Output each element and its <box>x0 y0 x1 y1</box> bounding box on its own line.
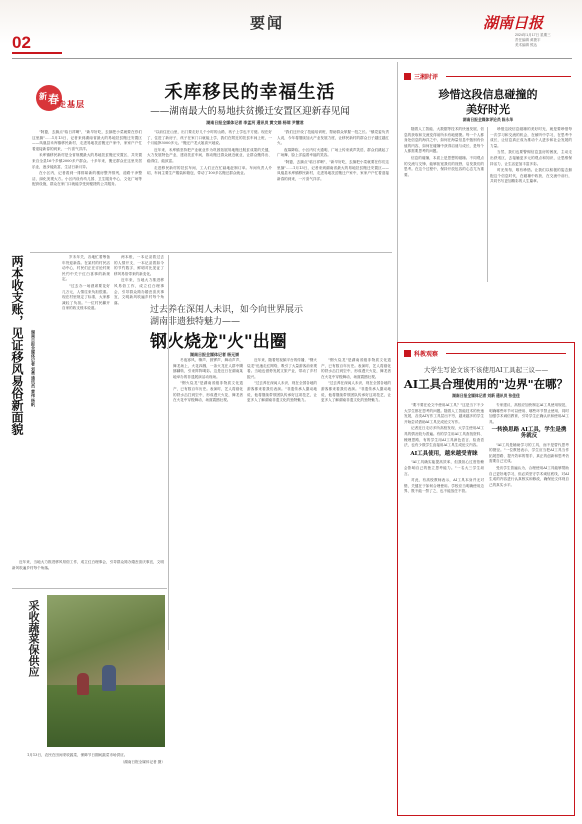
header-art-editor: 美术编辑 熊达 <box>515 43 537 47</box>
vertical-body-col2 <box>114 255 164 585</box>
vertical-paragraph: 近年来，当地大力推进移风易俗工作，成立红白理事会，引导群众简办婚丧喜庆事宜，文明新风吹遍乡村每个角落。 <box>12 560 164 570</box>
photo-field <box>47 685 165 747</box>
header-date: 2024年1月17日 星期三 <box>515 33 551 37</box>
vertical-paragraph: 近年来，当地大力推进移风易俗工作，成立红白理事会，引导群众简办婚丧喜庆事宜，文明新风吹遍乡村每个角落。 <box>114 278 164 305</box>
commentary-tag-rule <box>446 76 571 77</box>
science-title: AI工具合理使用的"边界"在哪？ <box>403 377 569 391</box>
feature-subtitle: ——湖南最大的易地扶贫搬迁安置区迎新春见闻 <box>150 106 350 117</box>
commentary-column-name: 三湘时评 <box>414 75 439 81</box>
story2-paragraph: 冬夜寒风，嘶声，鼓锣声，舞动声声，舞龙场上，火花四溅，一条火龙在人群中腾挪翻转，引来阵阵喝彩。这是近日在湖南某地举办的非遗展演活动现场。 <box>173 358 243 379</box>
badge-char-3: 走 <box>58 99 66 109</box>
feature-paragraph: 禾库镇移民新村是全省规模最大的易地扶贫搬迁安置区，共安置来自全县16个乡镇2000多户群众。十多年来，搬迁群众在这里安居乐业，逐步能致富，生活日新月异。 <box>32 153 142 169</box>
feature-paragraph: 夜幕降临，小区内灯火通明，广场上传来欢声笑语，群众们跳起了广场舞，脸上洋溢着幸福的笑容。 <box>277 147 389 158</box>
badge-char-5: 层 <box>76 99 84 109</box>
header-meta <box>515 33 551 48</box>
commentary-divider <box>487 127 488 282</box>
vertical-paragraph: 两本账，一本记录着过去的人情开支，一本记录着如今的节约数字，鲜明对比见证了移风易俗带来的新变化。 <box>114 255 164 276</box>
photo-caption-box <box>20 753 165 783</box>
photo-news-title: 采收蔬菜保供应 <box>27 600 40 677</box>
story2-paragraph: "过去养在深闺人未识，现在全国各地的游客都来看我们表演。"非遗传承人激动地说，他将继续带领团队传承好这项技艺，让更多人了解湖南非遗文化的独特魅力。 <box>247 381 317 403</box>
photo-worker <box>77 673 89 695</box>
science-subhead: 一转换思路 AI工具，学生是携务就反 <box>491 427 567 439</box>
science-column-tag <box>404 349 564 358</box>
commentary-tag-icon <box>404 73 411 80</box>
commentary-paragraph: 时光匆匆，唯有珍惜。让我们以积极的姿态拥抱这个信息时代，在碰撞中收获，在交流中前行，共同书写更加精彩的人生篇章。 <box>490 168 572 184</box>
photo-credit: （湖南日报全媒体记者 摄） <box>120 759 165 764</box>
feature-body-col2 <box>147 130 272 248</box>
header-editor: 责任编辑 黄捷宇 <box>515 38 541 42</box>
vertical-paragraph: "过去办一场酒席要花好几万元，人情往来负担很重。现在村里规定了标准，大家都减轻了负担。"一位村民翻开自家的收支账本说道。 <box>62 283 110 311</box>
science-paragraph: 受访学生普遍认为，合理使用AI工具能够帮助自己更好地学习，但必须坚守学术诚信底线，对AI生成的内容进行认真核实和修改，确保论文体现自己的真实水平。 <box>489 465 569 487</box>
vertical-body-bottom <box>12 560 164 585</box>
commentary-col-right <box>490 127 572 282</box>
feature-paragraph: "我们还开设了技能培训班，帮助群众掌握一技之长。"镇党委负责人说，今年将继续加大产业发展力度，让移民新村的群众日子越过越红火。 <box>277 130 389 146</box>
story2-kicker-1: 过去养在深闺人未识，如今向世界展示 <box>150 305 304 315</box>
story2-col3 <box>321 358 391 648</box>
feature-paragraph: "阿婆，去摘点"临日祥啊"，"新早好吃，去摘把小菜就要在你们这里摘"......1月13日，记者来到湖南省最大的易地扶贫搬迁安置区——凤凰县禾库镇移民新村，走进易地扶贫搬迁户家中，家家户户忙着迎接新春的到来，一片喜气洋洋。 <box>277 159 389 181</box>
page-number: 02 <box>12 33 31 52</box>
commentary-title-2: 美好时光 <box>466 103 510 116</box>
feature-paragraph: "以前住在山里，出门要走好几个小时的山路，孩子上学也不方便。现在好了，住进了新房子，孩子在家门口就能上学，我们在附近的扶贫车间上班，一个月能挣3000多元。"搬迁户龙大姐高兴地说。 <box>147 130 272 146</box>
page-number-underline <box>12 52 62 54</box>
science-col-right <box>489 403 569 803</box>
science-kicker: 大学生写论文该不该使用AI工具起三议—— <box>423 366 549 374</box>
feature-title: 禾库移民的幸福生活 <box>164 82 336 103</box>
column-divider <box>168 255 169 650</box>
photo-worker <box>102 665 116 691</box>
section-title: 要闻 <box>250 14 285 32</box>
section-divider <box>30 252 392 253</box>
feature-paragraph: 在小区内，记者看到一排排崭新的楼房整齐排列，道路干净整洁，绿化美观大方。小区内设有幼儿园、卫生服务中心、文化广场等配套设施，群众在家门口就能享受到便捷的公共服务。 <box>32 171 142 187</box>
badge-char-4: 基 <box>67 99 75 109</box>
science-paragraph: 记者近日走访多所高校发现，大学生使用AI工具的情况较为普遍。有的学生用AI工具查找资料、梳理思路，有的学生用AI工具润色语言、检查语法，也有少数学生直接用AI工具生成论文内容。 <box>404 426 484 448</box>
science-tag-icon <box>404 350 411 357</box>
commentary-paragraph: 珍惜这段信息碰撞的美好时光，就是要珍惜每一次学习和交流的机会，在倾听中学习，在思考中成长，让信息真正成为推动个人进步和社会发展的力量。 <box>490 127 572 148</box>
header-rule <box>12 58 572 59</box>
commentary-column-tag <box>404 72 564 81</box>
feature-body-col3 <box>277 130 389 248</box>
vertical-body-col1 <box>62 255 110 585</box>
story2-paragraph: 近年来，随着短视频平台的传播，"钢火烧龙"迅速走红网络，吸引了大量游客前来观看。当地也借势发展文旅产业，带动了乡村振兴。 <box>247 358 317 379</box>
feature-paragraph: "阿婆，去摘点"临日祥啊"，"新早好吃，去摘把小菜就要在你们这里摘"......1月13日，记者来到湖南省最大的易地扶贫搬迁安置区——凤凰县禾库镇移民新村，走进易地扶贫搬迁户家中，家家户户忙着迎接新春的到来，一片喜气洋洋。 <box>32 130 142 151</box>
feature-body-col1 <box>32 130 142 248</box>
science-paragraph: 专家建议，高校应加快制定AI工具使用规范，明确哪些环节可以使用、哪些环节禁止使用，同时加强学术诚信教育，引导学生正确认识和使用AI工具。 <box>489 403 569 424</box>
science-col-left <box>404 403 484 803</box>
vertical-paragraph: 岁末年关，各地忙着筹备年货迎新春。在某村的村民活动中心，村民们正在讨论村规民约中关于红白喜事的新规定。 <box>62 255 110 282</box>
vertical-title: 两本收支账，见证移风易俗新面貌 <box>10 255 24 435</box>
science-paragraph: "要不要在论文中使用AI工具？"这是当下不少大学生都在思考的问题。随着人工智能技术的快速发展，各类AI写作工具层出不穷，越来越多的学生开始尝试借助AI工具完成论文写作。 <box>404 403 484 424</box>
page-header <box>0 0 582 52</box>
science-paragraph: "AI工具确实能提高效率，但我担心过度依赖会影响自己的独立思考能力。"一名大三学生坦言。 <box>404 460 484 476</box>
section-divider <box>12 588 167 589</box>
feature-badge <box>34 85 90 125</box>
science-subhead: AI工具使用，越来越受青睐 <box>410 450 478 457</box>
photo-news-image <box>47 595 165 747</box>
science-paragraph: "AI工具是辅助学习的工具，而不是替代思考的捷径。"一位教授表示，学生应当把AI工具当作拓展思路、提升效率的帮手，真正的创新和思考仍需要自己完成。 <box>489 442 569 464</box>
commentary-title-1: 珍惜这段信息碰撞的 <box>438 88 538 101</box>
science-column-name: 科教观察 <box>414 352 439 358</box>
feature-byline: 湖南日报全媒体记者 李孟河 通讯员 黄文娟 杨琼 尹慧君 <box>206 120 304 125</box>
feature-paragraph: 走进移民新村的扶贫车间，工人们正在忙碌地赶制订单。车间负责人介绍，车间主要生产服装和箱包，带动了100多名搬迁群众就业。 <box>147 165 272 176</box>
commentary-byline: 湖南日报全媒体评论员 陈永华 <box>462 118 514 122</box>
science-box <box>397 342 575 816</box>
story2-paragraph: "钢火烧龙"是湖南省级非物质文化遗产，已有数百年历史。表演时，艺人将熔化的铁水击打到空中，形成漫天火花，舞龙者在火花中穿梭舞动，场面震撼壮观。 <box>173 381 243 403</box>
paper-logo: 湖南日报 <box>483 14 544 32</box>
story2-byline: 湖南日报全媒体记者 杨元崇 <box>190 352 240 357</box>
story2-kicker-2: 湖南非遗独特魅力—— <box>150 317 241 327</box>
feature-paragraph: 近年来，禾库镇坚持把产业就业作为巩固拓展易地搬迁脱贫成果的关键，大力发展特色产业，建设扶贫车间，推动搬迁群众就近就业，让群众搬得出、稳得住、能致富。 <box>147 147 272 163</box>
story2-title: 钢火烧龙"火"出圈 <box>150 332 287 352</box>
story2-col1 <box>173 358 243 648</box>
commentary-paragraph: 信息的碰撞，本质上是思想的碰撞。不同观点的交流与交锋，能够拓宽我们的视野，启发我们的思考。在这个过程中，保持开放包容的心态尤为重要。 <box>404 155 484 177</box>
photo-caption: 1月13日，农民在田间采收蔬菜，保障节日期间蔬菜市场供应。 <box>27 753 128 757</box>
story2-paragraph: "过去养在深闺人未识，现在全国各地的游客都来看我们表演。"非遗传承人激动地说，他将继续带领团队传承好这项技艺，让更多人了解湖南非遗文化的独特魅力。 <box>321 381 391 403</box>
commentary-paragraph: 随着人工智能、大数据等技术的快速发展，信息的获取和交流变得前所未有地便捷。每一个人都身处信息的海洋之中，如何在海量信息中甄别有价值的内容，如何在碰撞中获得启迪与成长，是每个人都需要思考的问题。 <box>404 127 484 154</box>
commentary-col-left <box>404 127 484 282</box>
story2-paragraph: "钢火烧龙"是湖南省级非物质文化遗产，已有数百年历史。表演时，艺人将熔化的铁水击打到空中，形成漫天火花，舞龙者在火花中穿梭舞动，场面震撼壮观。 <box>321 358 391 379</box>
story2-col2 <box>247 358 317 648</box>
badge-char-2: 春 <box>48 93 59 106</box>
science-paragraph: 对此，有高校教师表示，AI工具本身并无对错，关键在于如何合理使用。学校应当明确使用边界，既不能一禁了之，也不能放任不管。 <box>404 478 484 494</box>
badge-char-1: 新 <box>39 91 47 101</box>
science-tag-rule <box>446 353 566 354</box>
commentary-paragraph: 当然，我们也要警惕信息茧房的困扰，主动走出舒适区，去接触更多元的观点和知识，让思维保持活力，让生活更加丰富多彩。 <box>490 150 572 166</box>
vertical-byline: 湖南日报全媒体记者 刘勇 通讯员 黄伟 杨帆 <box>31 330 36 407</box>
science-byline: 湖南日报全媒体记者 刘新 通讯员 张佳佳 <box>452 394 520 398</box>
